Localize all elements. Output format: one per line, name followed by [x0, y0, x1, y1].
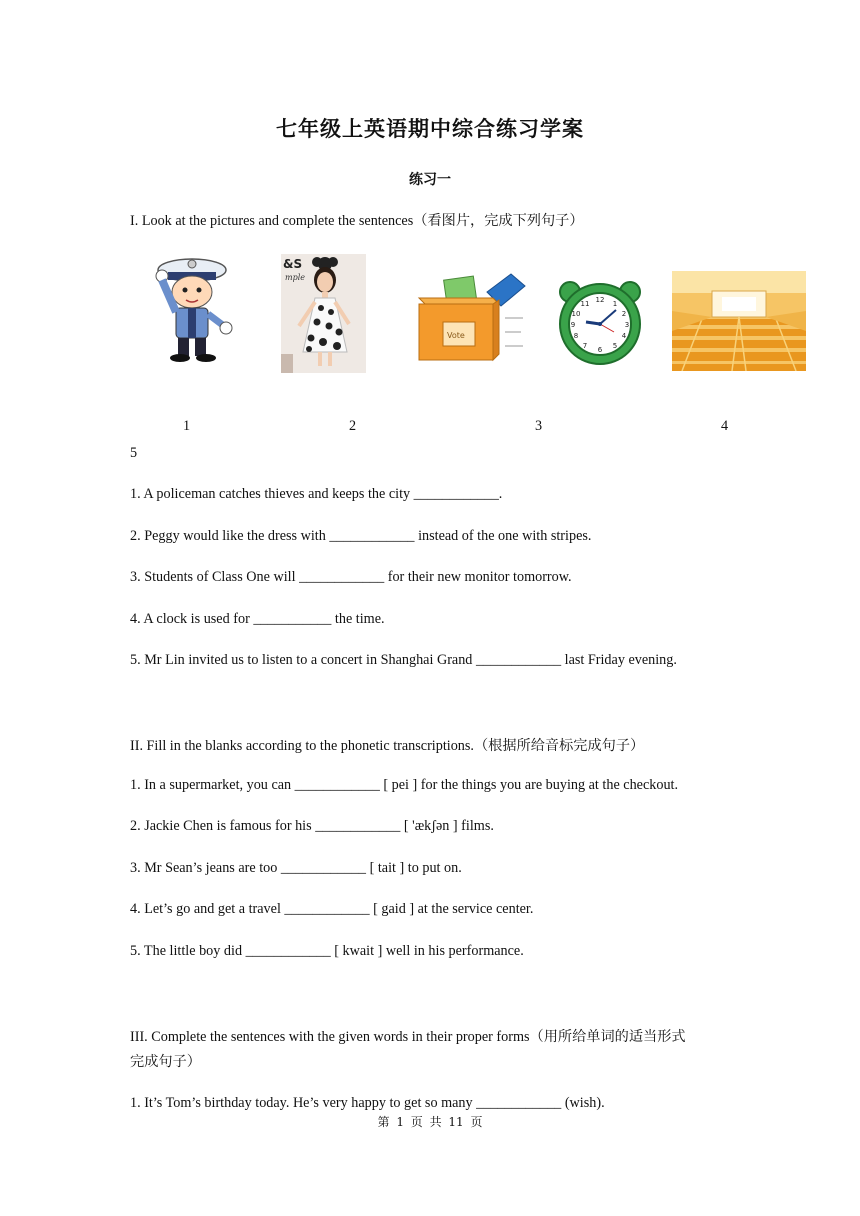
section-2-item-2: 2. Jackie Chen is famous for his ____________ [ 'ækʃən ] films.	[130, 818, 494, 834]
svg-text:5: 5	[612, 342, 618, 350]
section-1-item-3: 3. Students of Class One will ____________ for their new monitor tomorrow.	[130, 569, 572, 585]
section-3-heading-line-1: III. Complete the sentences with the given words in their proper forms（用所给单词的适当形式	[130, 1029, 686, 1045]
ballot-box-picture	[415, 270, 527, 364]
picture-number-4: 4	[721, 418, 729, 434]
svg-text:12: 12	[595, 296, 605, 304]
svg-text:9: 9	[570, 321, 576, 329]
dotted-dress-picture	[281, 254, 366, 373]
picture-number-5: 5	[130, 445, 138, 461]
page-footer: 第 1 页 共 11 页	[377, 1115, 483, 1129]
svg-text:6: 6	[597, 346, 603, 354]
ballot-label-text: Vote	[447, 331, 465, 340]
section-3-heading-line-2: 完成句子）	[130, 1054, 201, 1070]
svg-text:4: 4	[621, 332, 627, 340]
section-1-item-2: 2. Peggy would like the dress with ____________ instead of the one with stripes.	[130, 528, 592, 544]
green-clock-picture	[556, 280, 644, 366]
policeman-picture	[150, 248, 240, 368]
page-title: 七年级上英语期中综合练习学案	[276, 117, 584, 141]
picture-number-1: 1	[183, 418, 191, 434]
section-1-item-1: 1. A policeman catches thieves and keeps the city ____________.	[130, 486, 503, 502]
svg-text:2: 2	[621, 310, 627, 318]
section-2-item-5: 5. The little boy did ____________ [ kwait ] well in his performance.	[130, 943, 524, 959]
picture-number-3: 3	[535, 418, 543, 434]
section-1-item-4: 4. A clock is used for ___________ the time.	[130, 611, 385, 627]
svg-text:8: 8	[573, 332, 579, 340]
dress-tag-text: &S	[283, 257, 303, 271]
svg-text:1: 1	[612, 300, 618, 308]
picture-number-2: 2	[349, 418, 357, 434]
exercise-subtitle: 练习一	[409, 172, 451, 188]
section-2-item-1: 1. In a supermarket, you can ____________ [ pei ] for the things you are buying at the checkout.	[130, 777, 679, 793]
section-2-item-4: 4. Let’s go and get a travel ____________ [ gaid ] at the service center.	[130, 901, 534, 917]
svg-text:7: 7	[582, 342, 588, 350]
section-1-heading: I. Look at the pictures and complete the sentences（看图片，完成下列句子）	[130, 213, 584, 229]
dress-tag-text-2: mple	[285, 273, 305, 282]
section-1-item-5: 5. Mr Lin invited us to listen to a concert in Shanghai Grand ____________ last Friday evening.	[130, 652, 677, 668]
svg-text:10: 10	[571, 310, 581, 318]
concert-hall-picture	[672, 271, 806, 371]
section-2-item-3: 3. Mr Sean’s jeans are too ____________ [ tait ] to put on.	[130, 860, 462, 876]
svg-text:11: 11	[580, 300, 590, 308]
svg-text:3: 3	[624, 321, 630, 329]
section-3-item-1: 1. It’s Tom’s birthday today. He’s very happy to get so many ____________ (wish).	[130, 1095, 605, 1111]
section-2-heading: II. Fill in the blanks according to the phonetic transcriptions.（根据所给音标完成句子）	[130, 738, 645, 754]
